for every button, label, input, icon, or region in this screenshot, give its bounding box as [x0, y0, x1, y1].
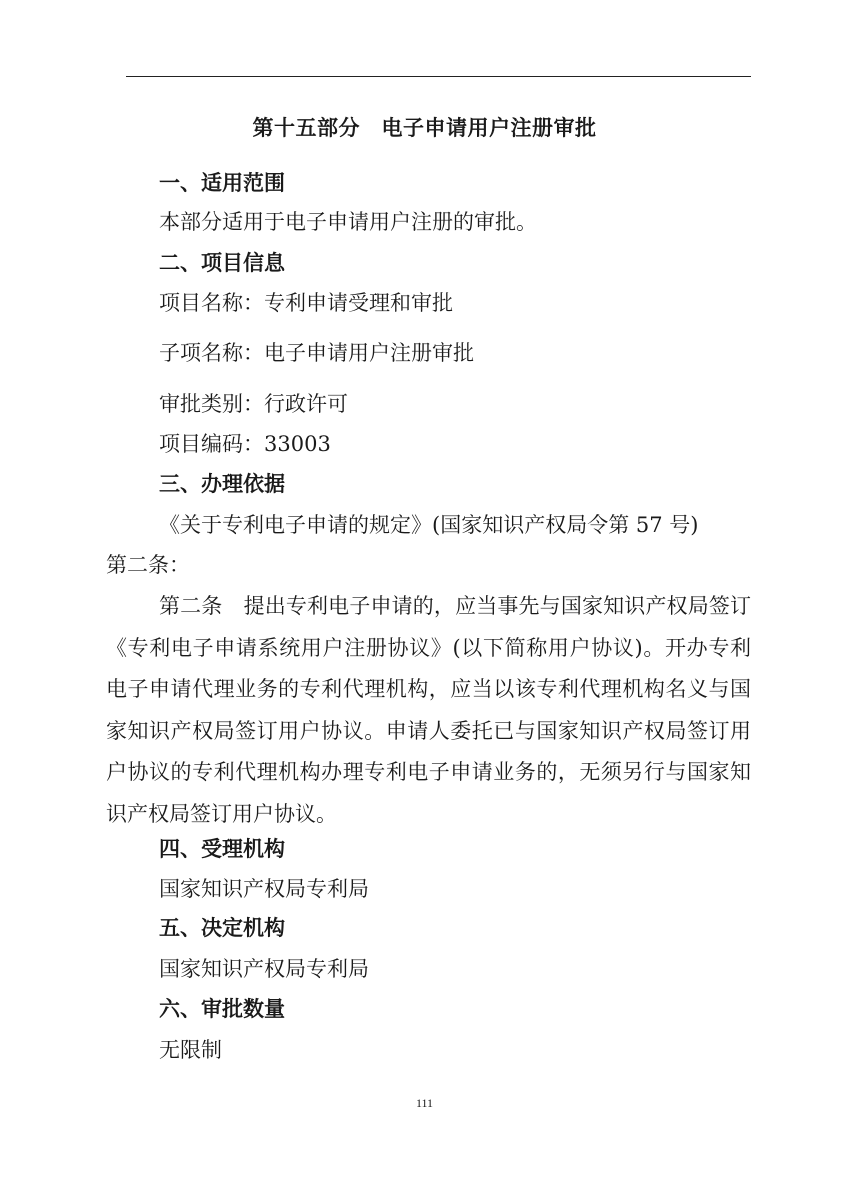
- section-heading-quantity: 六、审批数量: [159, 997, 285, 1021]
- section-heading-deciding-agency: 五、决定机构: [159, 916, 285, 940]
- section-heading-scope: 一、适用范围: [159, 171, 285, 195]
- legal-citation-article: 第二条：: [106, 553, 190, 577]
- quantity-text: 无限制: [159, 1038, 222, 1062]
- scope-text: 本部分适用于电子申请用户注册的审批。: [159, 210, 537, 234]
- section-heading-legal-basis: 三、办理依据: [159, 472, 285, 496]
- project-name: 项目名称：专利申请受理和审批: [159, 291, 453, 315]
- legal-citation: 《关于专利电子申请的规定》(国家知识产权局令第 57 号): [159, 513, 699, 537]
- accepting-agency-text: 国家知识产权局专利局: [159, 877, 369, 901]
- project-code: 项目编码：33003: [159, 432, 331, 456]
- header-rule: [126, 76, 751, 77]
- section-heading-project-info: 二、项目信息: [159, 251, 285, 275]
- approval-category: 审批类别：行政许可: [159, 392, 348, 416]
- article-paragraph: 第二条 提出专利电子申请的，应当事先与国家知识产权局签订《专利电子申请系统用户注册协议》(以下简称用户协议)。开办专利电子申请代理业务的专利代理机构，应当以该专利代理机构名义与国家知识产权局签订用户协议。申请人委托已与国家知识产权局签订用户协议的专利代理机构办理专利电子申请业务的，无须另行与国家知识产权局签订用户协议。: [106, 594, 751, 826]
- deciding-agency-text: 国家知识产权局专利局: [159, 957, 369, 981]
- page-title: 第十五部分 电子申请用户注册审批: [252, 116, 597, 140]
- page-number: 111: [415, 1096, 434, 1110]
- sub-item-name: 子项名称：电子申请用户注册审批: [159, 341, 474, 365]
- section-heading-accepting-agency: 四、受理机构: [159, 837, 285, 861]
